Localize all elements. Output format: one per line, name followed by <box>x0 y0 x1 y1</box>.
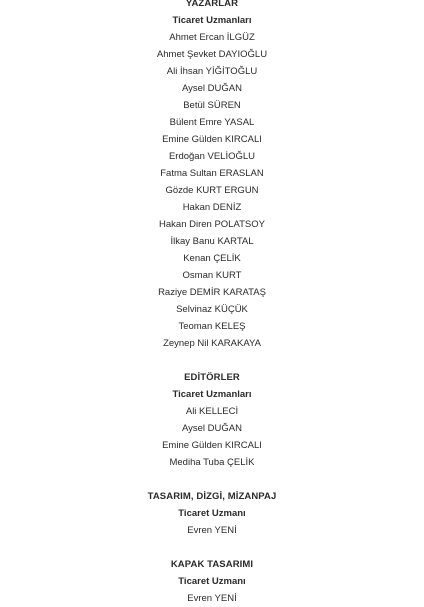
section-subheading: Ticaret Uzmanı <box>178 508 246 519</box>
section-layout-design <box>0 488 424 539</box>
author-name: Emine Gülden KIRCALI <box>162 134 262 145</box>
author-name: Ahmet Ercan İLGÜZ <box>169 32 255 43</box>
section-cover-design <box>0 556 424 607</box>
section-subheading: Ticaret Uzmanları <box>172 389 252 400</box>
section-heading: TASARIM, DİZGİ, MİZANPAJ <box>147 491 277 502</box>
author-name: Hakan DENİZ <box>182 202 242 213</box>
editor-name: Aysel DUĞAN <box>181 423 242 434</box>
section-subheading: Ticaret Uzmanı <box>178 576 246 587</box>
section-editors <box>0 369 424 471</box>
author-name: Hakan Diren POLATSOY <box>159 219 265 230</box>
section-spacer <box>0 352 424 369</box>
author-name: Selvinaz KÜÇÜK <box>176 304 248 315</box>
author-name: Teoman KELEŞ <box>178 321 246 332</box>
author-name: Kenan ÇELİK <box>183 253 241 264</box>
author-name: Betül SÜREN <box>183 100 241 111</box>
author-name: Zeynep Nil KARAKAYA <box>163 338 261 349</box>
editor-name: Emine Gülden KIRCALI <box>162 440 262 451</box>
author-name: Gözde KURT ERGUN <box>165 185 259 196</box>
section-spacer <box>0 539 424 556</box>
editor-name: Mediha Tuba ÇELİK <box>169 457 255 468</box>
author-name: Bülent Emre YASAL <box>169 117 255 128</box>
author-name: Erdoğan VELİOĞLU <box>168 151 256 162</box>
section-heading: YAZARLAR <box>185 0 239 9</box>
author-name: Fatma Sultan ERASLAN <box>160 168 264 179</box>
section-heading: KAPAK TASARIMI <box>170 559 254 570</box>
section-heading: EDİTÖRLER <box>184 372 240 383</box>
cover-designer-name: Evren YENİ <box>187 593 237 604</box>
author-name: Ali İhsan YİĞİTOĞLU <box>166 66 258 77</box>
designer-name: Evren YENİ <box>187 525 237 536</box>
author-name: İlkay Banu KARTAL <box>170 236 254 247</box>
section-subheading: Ticaret Uzmanları <box>172 15 252 26</box>
author-name: Raziye DEMİR KARATAŞ <box>158 287 266 298</box>
editor-name: Ali KELLECİ <box>185 406 239 417</box>
author-name: Osman KURT <box>182 270 242 281</box>
section-spacer <box>0 471 424 488</box>
author-name: Aysel DUĞAN <box>181 83 242 94</box>
author-name: Ahmet Şevket DAYIOĞLU <box>156 49 268 60</box>
